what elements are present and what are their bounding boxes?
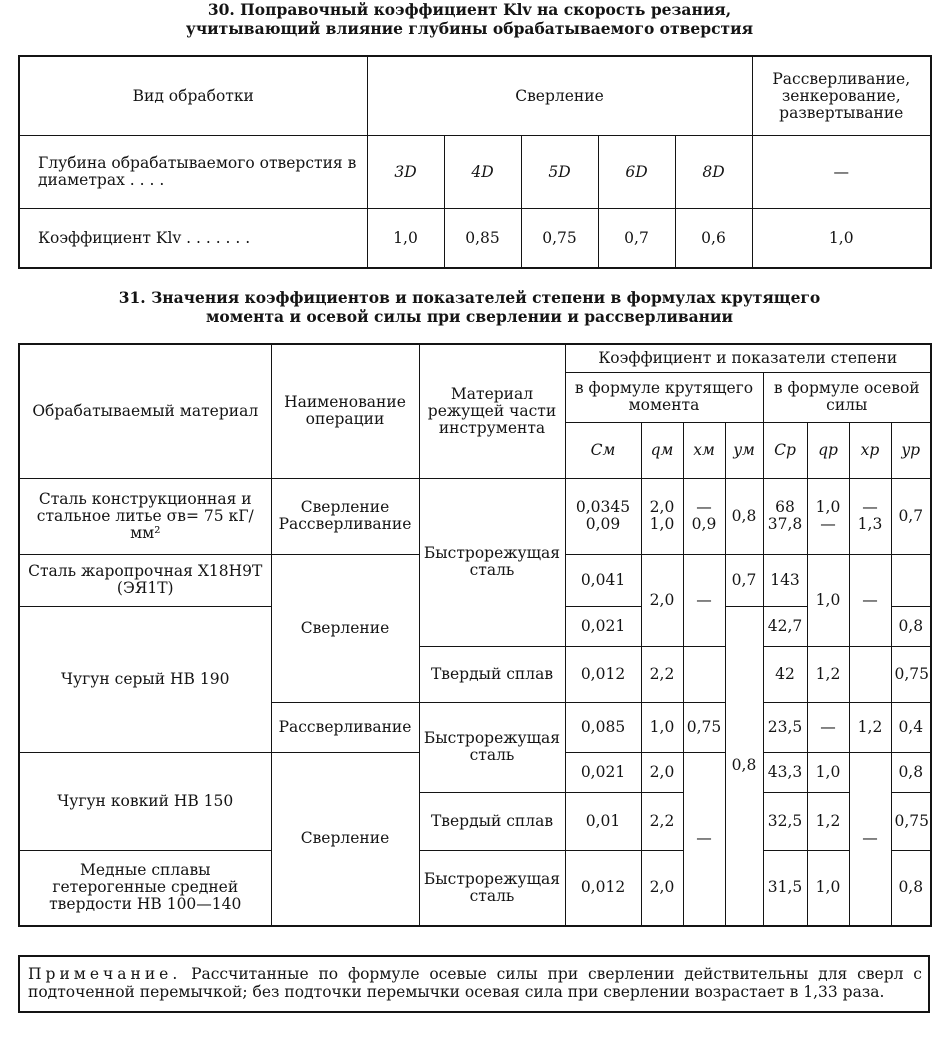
t31-cp: 143 xyxy=(763,554,807,606)
t31-yp: 0,8 xyxy=(891,606,931,646)
t30-head-reaming: Рассверливание, зенкерование, развертывание xyxy=(752,56,931,136)
t30-depth-cell: — xyxy=(752,136,931,209)
t31-material: Сталь жаропрочная Х18Н9Т (ЭЯ1Т) xyxy=(19,554,271,606)
t31-operation-line: Рассверливание xyxy=(278,515,412,533)
t30-row-depth-label: Глубина обрабатываемого отверстия в диаметрах . . . . xyxy=(19,136,367,209)
t31-operation xyxy=(271,478,419,554)
t31-tool: Твердый сплав xyxy=(419,646,565,702)
t30-head-drilling: Сверление xyxy=(367,56,752,136)
t31-cp: 42,7 xyxy=(763,606,807,646)
t31-operation-line: Сверление xyxy=(300,498,390,516)
t31-qm: 2,0 xyxy=(641,752,683,792)
table-30 xyxy=(18,55,932,269)
t31-cm: 0,01 xyxy=(565,792,641,850)
t31-qm-value: 2,0 xyxy=(649,498,675,516)
t31-cm-value: 0,09 xyxy=(585,515,621,533)
table-31-title-line1: 31. Значения коэффициентов и показателей степени в формулах крутящего xyxy=(118,288,821,307)
t31-sym-cp: Cp xyxy=(763,422,807,478)
t30-coef-cell: 0,7 xyxy=(598,209,675,269)
t31-ym: 0,8 xyxy=(725,478,763,554)
t31-cp-value: 37,8 xyxy=(767,515,803,533)
t31-qm: 2,2 xyxy=(641,792,683,850)
table-30-title-line1: 30. Поправочный коэффициент Klv на скорость резания, xyxy=(207,0,732,19)
t31-cm: 0,012 xyxy=(565,646,641,702)
t31-cm xyxy=(565,478,641,554)
table-31 xyxy=(18,343,932,927)
t31-qp-value: 1,0 xyxy=(815,498,841,516)
t31-xp-value: — xyxy=(862,498,878,516)
t31-xm-value: — xyxy=(696,498,712,516)
t31-qp: 1,2 xyxy=(807,646,849,702)
t31-sym-qm: qм xyxy=(641,422,683,478)
t31-yp: 0,75 xyxy=(891,646,931,702)
t31-cp: 32,5 xyxy=(763,792,807,850)
t31-xp xyxy=(849,646,891,702)
t30-coef-cell: 0,6 xyxy=(675,209,752,269)
t30-depth-cell: 5D xyxy=(521,136,598,209)
t31-qp xyxy=(807,478,849,554)
t31-xp xyxy=(849,478,891,554)
t31-operation: Сверление xyxy=(271,752,419,926)
t31-xm: — xyxy=(683,752,725,926)
t31-tool: Быстрорежущая сталь xyxy=(419,850,565,926)
t30-depth-cell: 4D xyxy=(444,136,521,209)
t31-qm: 1,0 xyxy=(641,702,683,752)
t31-head-operation: Наименование операции xyxy=(271,344,419,478)
table-31-note xyxy=(18,955,930,1013)
t31-xm xyxy=(683,646,725,702)
t31-xp: 1,2 xyxy=(849,702,891,752)
t31-ym: 0,7 xyxy=(725,554,763,606)
t31-cm-value: 0,0345 xyxy=(575,498,631,516)
t31-cp-value: 68 xyxy=(775,498,795,516)
t30-depth-cell: 3D xyxy=(367,136,444,209)
t31-tool: Быстрорежущая сталь xyxy=(419,702,565,792)
t30-coef-cell: 1,0 xyxy=(752,209,931,269)
t31-sym-xm: xм xyxy=(683,422,725,478)
t31-xm: 0,75 xyxy=(683,702,725,752)
t31-head-axial: в формуле осевой силы xyxy=(763,372,931,422)
table-31-title-line2: момента и осевой силы при сверлении и рассверливании xyxy=(205,307,734,326)
t31-qm: 2,2 xyxy=(641,646,683,702)
t31-material: Сталь конструкционная и стальное литье σв= 75 кГ/мм² xyxy=(19,478,271,554)
t31-cp: 42 xyxy=(763,646,807,702)
t31-sym-ym: yм xyxy=(725,422,763,478)
t31-qp: 1,0 xyxy=(807,850,849,926)
t31-qm xyxy=(641,478,683,554)
t31-yp: 0,4 xyxy=(891,702,931,752)
table-30-title xyxy=(0,0,939,38)
t31-cm: 0,021 xyxy=(565,606,641,646)
t31-qp: 1,0 xyxy=(807,752,849,792)
t30-coef-cell: 1,0 xyxy=(367,209,444,269)
t30-row-coef-label: Коэффициент Klv . . . . . . . xyxy=(19,209,367,269)
t31-head-torque: в формуле крутящего момента xyxy=(565,372,763,422)
t31-qm-value: 1,0 xyxy=(649,515,675,533)
t31-cp: 43,3 xyxy=(763,752,807,792)
t31-head-tool: Материал режущей части инструмента xyxy=(419,344,565,478)
t31-operation: Сверление xyxy=(271,554,419,702)
t31-yp: 0,7 xyxy=(891,478,931,554)
t31-yp: 0,8 xyxy=(891,752,931,792)
t31-sym-yp: yp xyxy=(891,422,931,478)
t30-depth-cell: 8D xyxy=(675,136,752,209)
t31-xm: — xyxy=(683,554,725,646)
t31-qp: 1,2 xyxy=(807,792,849,850)
t31-head-material: Обрабатываемый материал xyxy=(19,344,271,478)
t31-material: Медные сплавы гетерогенные средней твердости HB 100—140 xyxy=(19,850,271,926)
t31-cm: 0,012 xyxy=(565,850,641,926)
t31-qp-value: — xyxy=(820,515,836,533)
t31-sym-cm: Cм xyxy=(565,422,641,478)
t31-xp: — xyxy=(849,554,891,646)
t31-yp: 0,75 xyxy=(891,792,931,850)
t30-coef-cell: 0,75 xyxy=(521,209,598,269)
note-text: Рассчитанные по формуле осевые силы при сверлении действительны для сверл с подточенной перемычкой; без подточки перемычки осевая сила при сверлении возрастает в 1,33 раза. xyxy=(28,965,922,1001)
t31-ym: 0,8 xyxy=(725,606,763,926)
t31-tool: Быстрорежущая сталь xyxy=(419,478,565,646)
t31-cp xyxy=(763,478,807,554)
t31-cm: 0,041 xyxy=(565,554,641,606)
t31-sym-xp: xp xyxy=(849,422,891,478)
t31-cm: 0,085 xyxy=(565,702,641,752)
table-31-title xyxy=(0,288,939,326)
t30-head-processing: Вид обработки xyxy=(19,56,367,136)
t31-sym-qp: qp xyxy=(807,422,849,478)
t31-cm: 0,021 xyxy=(565,752,641,792)
t31-yp xyxy=(891,554,931,606)
t31-xp: — xyxy=(849,752,891,926)
t31-qm: 2,0 xyxy=(641,850,683,926)
t31-xm xyxy=(683,478,725,554)
table-30-title-line2: учитывающий влияние глубины обрабатываемого отверстия xyxy=(185,19,754,38)
t31-material: Чугун серый HB 190 xyxy=(19,606,271,752)
t31-head-coef: Коэффициент и показатели степени xyxy=(565,344,931,372)
t31-tool: Твердый сплав xyxy=(419,792,565,850)
t31-xm-value: 0,9 xyxy=(691,515,717,533)
t31-xp-value: 1,3 xyxy=(857,515,883,533)
t31-material: Чугун ковкий HB 150 xyxy=(19,752,271,850)
t31-qp: 1,0 xyxy=(807,554,849,646)
t31-qm: 2,0 xyxy=(641,554,683,646)
t31-operation: Рассверливание xyxy=(271,702,419,752)
t31-yp: 0,8 xyxy=(891,850,931,926)
t30-coef-cell: 0,85 xyxy=(444,209,521,269)
t30-depth-cell: 6D xyxy=(598,136,675,209)
t31-qp: — xyxy=(807,702,849,752)
t31-cp: 31,5 xyxy=(763,850,807,926)
note-heading: Примечание. xyxy=(28,965,182,983)
t31-cp: 23,5 xyxy=(763,702,807,752)
